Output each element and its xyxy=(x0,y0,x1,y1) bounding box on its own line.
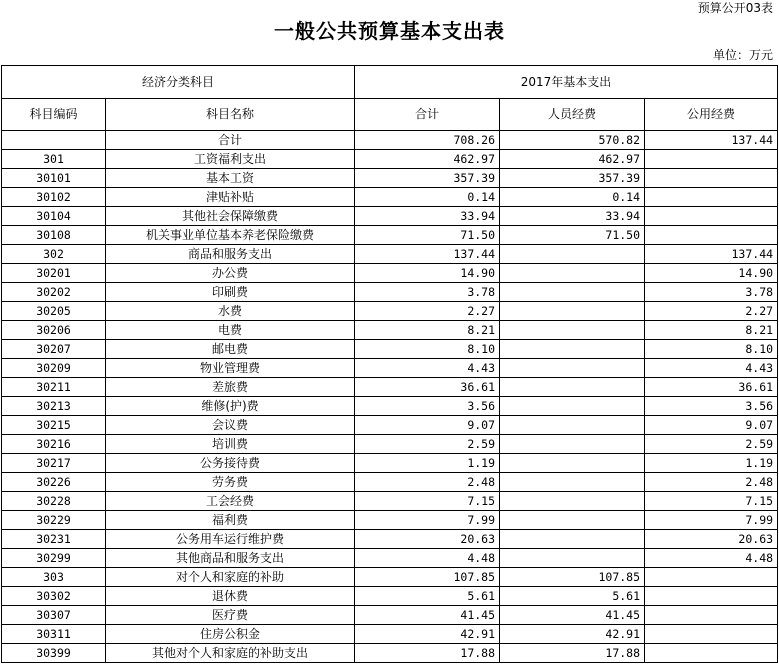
table-row xyxy=(2,473,778,492)
cell-public: 2.27 xyxy=(645,302,778,321)
cell-code: 30307 xyxy=(2,606,106,625)
cell-total: 107.85 xyxy=(355,568,500,587)
header-row-group xyxy=(2,66,778,99)
cell-public: 36.61 xyxy=(645,378,778,397)
cell-name: 差旅费 xyxy=(106,378,355,397)
cell-name: 医疗费 xyxy=(106,606,355,625)
cell-code: 30108 xyxy=(2,226,106,245)
cell-personnel: 33.94 xyxy=(500,207,645,226)
cell-total: 462.97 xyxy=(355,150,500,169)
cell-name: 电费 xyxy=(106,321,355,340)
table-row xyxy=(2,226,778,245)
table-row xyxy=(2,625,778,644)
cell-code: 30399 xyxy=(2,644,106,663)
cell-public: 8.21 xyxy=(645,321,778,340)
table-row xyxy=(2,492,778,511)
cell-name: 基本工资 xyxy=(106,169,355,188)
cell-code: 302 xyxy=(2,245,106,264)
cell-public xyxy=(645,150,778,169)
cell-name: 维修(护)费 xyxy=(106,397,355,416)
cell-name: 印刷费 xyxy=(106,283,355,302)
cell-public: 3.78 xyxy=(645,283,778,302)
cell-total: 36.61 xyxy=(355,378,500,397)
cell-name: 其他社会保障缴费 xyxy=(106,207,355,226)
cell-personnel xyxy=(500,511,645,530)
cell-name: 对个人和家庭的补助 xyxy=(106,568,355,587)
cell-name: 工会经费 xyxy=(106,492,355,511)
cell-code: 30228 xyxy=(2,492,106,511)
cell-personnel xyxy=(500,245,645,264)
cell-public: 9.07 xyxy=(645,416,778,435)
unit-label: 单位：万元 xyxy=(712,48,773,62)
cell-code: 30206 xyxy=(2,321,106,340)
cell-personnel xyxy=(500,435,645,454)
cell-code: 30311 xyxy=(2,625,106,644)
cell-public: 3.56 xyxy=(645,397,778,416)
table-row xyxy=(2,435,778,454)
cell-code: 303 xyxy=(2,568,106,587)
form-number: 预算公开03表 xyxy=(697,1,773,15)
cell-public: 14.90 xyxy=(645,264,778,283)
cell-total: 137.44 xyxy=(355,245,500,264)
cell-name: 培训费 xyxy=(106,435,355,454)
cell-public xyxy=(645,587,778,606)
cell-name: 邮电费 xyxy=(106,340,355,359)
cell-personnel: 41.45 xyxy=(500,606,645,625)
cell-public xyxy=(645,188,778,207)
cell-code: 30102 xyxy=(2,188,106,207)
table-row xyxy=(2,378,778,397)
cell-total: 8.21 xyxy=(355,321,500,340)
cell-public: 7.15 xyxy=(645,492,778,511)
cell-total: 20.63 xyxy=(355,530,500,549)
header-economic-classification: 经济分类科目 xyxy=(2,66,355,99)
table-row xyxy=(2,245,778,264)
cell-personnel xyxy=(500,302,645,321)
table-row xyxy=(2,283,778,302)
cell-total: 41.45 xyxy=(355,606,500,625)
cell-name: 津贴补贴 xyxy=(106,188,355,207)
table-body xyxy=(2,131,778,663)
table-row xyxy=(2,397,778,416)
cell-name: 其他对个人和家庭的补助支出 xyxy=(106,644,355,663)
table-row xyxy=(2,264,778,283)
cell-personnel xyxy=(500,492,645,511)
table-row xyxy=(2,530,778,549)
cell-code: 30302 xyxy=(2,587,106,606)
cell-code: 30202 xyxy=(2,283,106,302)
cell-code: 30229 xyxy=(2,511,106,530)
cell-code: 301 xyxy=(2,150,106,169)
cell-code: 30104 xyxy=(2,207,106,226)
cell-public: 2.48 xyxy=(645,473,778,492)
cell-public xyxy=(645,606,778,625)
cell-name: 劳务费 xyxy=(106,473,355,492)
table-row xyxy=(2,321,778,340)
cell-total: 3.78 xyxy=(355,283,500,302)
header-personnel: 人员经费 xyxy=(500,99,645,131)
cell-name: 工资福利支出 xyxy=(106,150,355,169)
cell-total: 7.99 xyxy=(355,511,500,530)
table-row xyxy=(2,587,778,606)
page-title: 一般公共预算基本支出表 xyxy=(274,19,505,43)
cell-total: 2.59 xyxy=(355,435,500,454)
cell-public: 137.44 xyxy=(645,131,778,150)
cell-personnel: 42.91 xyxy=(500,625,645,644)
cell-public xyxy=(645,644,778,663)
cell-total: 4.48 xyxy=(355,549,500,568)
cell-code: 30226 xyxy=(2,473,106,492)
cell-name: 其他商品和服务支出 xyxy=(106,549,355,568)
table-row xyxy=(2,302,778,321)
cell-personnel xyxy=(500,359,645,378)
cell-public xyxy=(645,226,778,245)
cell-code xyxy=(2,131,106,150)
cell-total: 2.48 xyxy=(355,473,500,492)
table-row xyxy=(2,416,778,435)
cell-personnel xyxy=(500,321,645,340)
cell-code: 30209 xyxy=(2,359,106,378)
cell-total: 5.61 xyxy=(355,587,500,606)
cell-name: 物业管理费 xyxy=(106,359,355,378)
cell-total: 9.07 xyxy=(355,416,500,435)
cell-public: 1.19 xyxy=(645,454,778,473)
cell-code: 30216 xyxy=(2,435,106,454)
cell-name: 合计 xyxy=(106,131,355,150)
cell-total: 708.26 xyxy=(355,131,500,150)
header-public: 公用经费 xyxy=(645,99,778,131)
cell-personnel: 570.82 xyxy=(500,131,645,150)
table-row xyxy=(2,169,778,188)
cell-name: 水费 xyxy=(106,302,355,321)
table-row xyxy=(2,549,778,568)
cell-public xyxy=(645,568,778,587)
cell-code: 30101 xyxy=(2,169,106,188)
cell-name: 住房公积金 xyxy=(106,625,355,644)
header-row-columns xyxy=(2,99,778,131)
header-total: 合计 xyxy=(355,99,500,131)
cell-total: 2.27 xyxy=(355,302,500,321)
table-row xyxy=(2,131,778,150)
cell-name: 商品和服务支出 xyxy=(106,245,355,264)
cell-personnel xyxy=(500,397,645,416)
cell-name: 退休费 xyxy=(106,587,355,606)
cell-personnel: 357.39 xyxy=(500,169,645,188)
cell-total: 71.50 xyxy=(355,226,500,245)
cell-public: 4.43 xyxy=(645,359,778,378)
cell-public: 8.10 xyxy=(645,340,778,359)
header-code: 科目编码 xyxy=(2,99,106,131)
cell-personnel: 462.97 xyxy=(500,150,645,169)
table-row xyxy=(2,454,778,473)
cell-code: 30213 xyxy=(2,397,106,416)
table-row xyxy=(2,606,778,625)
cell-name: 机关事业单位基本养老保险缴费 xyxy=(106,226,355,245)
cell-name: 公务用车运行维护费 xyxy=(106,530,355,549)
cell-total: 357.39 xyxy=(355,169,500,188)
cell-personnel xyxy=(500,549,645,568)
cell-total: 42.91 xyxy=(355,625,500,644)
cell-public: 4.48 xyxy=(645,549,778,568)
cell-personnel xyxy=(500,473,645,492)
table-row xyxy=(2,207,778,226)
table-row xyxy=(2,150,778,169)
table-row xyxy=(2,511,778,530)
cell-personnel: 5.61 xyxy=(500,587,645,606)
table-row xyxy=(2,568,778,587)
cell-public: 7.99 xyxy=(645,511,778,530)
cell-total: 4.43 xyxy=(355,359,500,378)
cell-name: 福利费 xyxy=(106,511,355,530)
cell-personnel xyxy=(500,340,645,359)
cell-code: 30215 xyxy=(2,416,106,435)
cell-code: 30211 xyxy=(2,378,106,397)
cell-total: 0.14 xyxy=(355,188,500,207)
cell-name: 公务接待费 xyxy=(106,454,355,473)
cell-personnel xyxy=(500,454,645,473)
cell-total: 1.19 xyxy=(355,454,500,473)
cell-public: 2.59 xyxy=(645,435,778,454)
cell-public: 137.44 xyxy=(645,245,778,264)
table-row xyxy=(2,644,778,663)
cell-code: 30207 xyxy=(2,340,106,359)
budget-table xyxy=(1,65,778,663)
cell-total: 7.15 xyxy=(355,492,500,511)
table-row xyxy=(2,340,778,359)
table-row xyxy=(2,359,778,378)
header-name: 科目名称 xyxy=(106,99,355,131)
cell-personnel xyxy=(500,530,645,549)
cell-personnel: 0.14 xyxy=(500,188,645,207)
cell-code: 30201 xyxy=(2,264,106,283)
cell-public xyxy=(645,207,778,226)
cell-name: 办公费 xyxy=(106,264,355,283)
cell-total: 3.56 xyxy=(355,397,500,416)
cell-public xyxy=(645,169,778,188)
cell-code: 30217 xyxy=(2,454,106,473)
cell-total: 14.90 xyxy=(355,264,500,283)
cell-total: 17.88 xyxy=(355,644,500,663)
cell-code: 30205 xyxy=(2,302,106,321)
header-basic-expenditure: 2017年基本支出 xyxy=(355,66,778,99)
cell-code: 30231 xyxy=(2,530,106,549)
cell-personnel: 107.85 xyxy=(500,568,645,587)
cell-personnel xyxy=(500,416,645,435)
cell-name: 会议费 xyxy=(106,416,355,435)
cell-personnel: 71.50 xyxy=(500,226,645,245)
cell-public xyxy=(645,625,778,644)
cell-total: 8.10 xyxy=(355,340,500,359)
cell-personnel xyxy=(500,378,645,397)
cell-personnel xyxy=(500,283,645,302)
cell-personnel: 17.88 xyxy=(500,644,645,663)
cell-total: 33.94 xyxy=(355,207,500,226)
cell-public: 20.63 xyxy=(645,530,778,549)
cell-personnel xyxy=(500,264,645,283)
table-row xyxy=(2,188,778,207)
cell-code: 30299 xyxy=(2,549,106,568)
